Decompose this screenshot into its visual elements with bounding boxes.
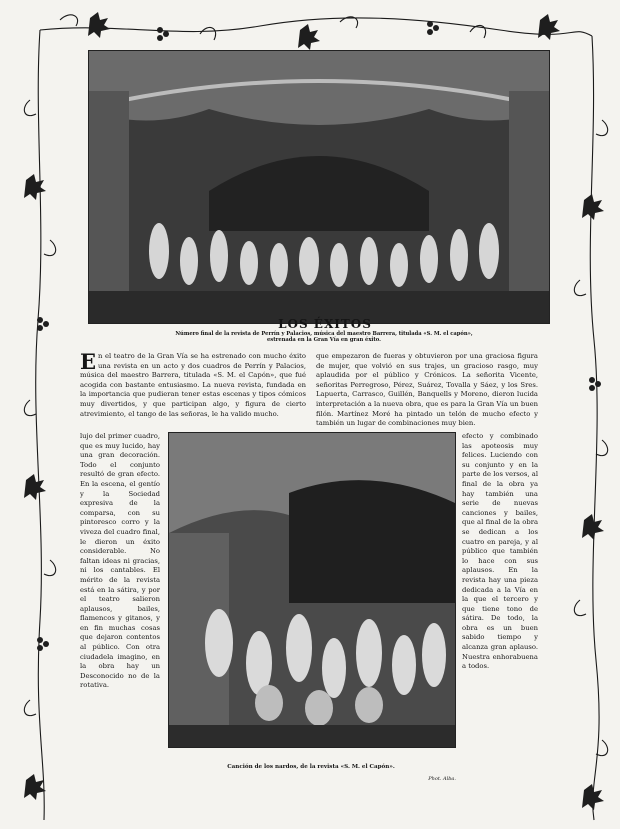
stage-photograph-nardos [168, 432, 456, 748]
article-paragraph: efecto y combinado las apoteosis muy felices. Luciendo con su conjunto y en la parte de los versos, al final de la obra ya hay también una serie de nuevas canciones y bailes, que al final de la obra se dedican a los cuatro en pareja, y al público que también lo hace con sus aplausos. En la revista hay una pieza dedicada a la Vía en la que el tercero y que tiene tono de sátira. De todo, la obra es un buen sabido tiempo y alcanza gran aplauso. Nuestra enhorabuena a todos. [462, 432, 538, 671]
article-paragraph: lujo del primer cuadro, que es muy lucido, hay una gran decoración. Todo el conjunto resultó de gran efecto. En la escena, el gentío y la Sociedad expresiva de la comparsa, con su pintoresco corro y la viveza del cuadro final, le dieron un éxito considerable. No faltan ideas ni gracias, ni los cantables. El mérito de la revista está en la sátira, y por el teatro salieron aplausos, bailes, flamencos y gitanos, y en fin muchas cosas que dejaron contentos al público. Con otra ciudadela imagino, en la obra hay un Desconocido no de la rotativa. [80, 432, 160, 690]
article-paragraph: que empezaron de fueras y obtuvieron por una graciosa figura de mujer, que volvió en sus trajes, un gracioso rasgo, muy aplaudida por el público y Crónicos. La señorita Vicente, señoritas Perregroso, Pérez, Suárez, Tovalla y Sáez, y los Sres. Lapuerta, Carrasco, Guillén, Banquells y Moreno, dieron lucida interpretación a la nueva obra, que es para la Gran Vía un buen filón. Martínez Moré ha pintado un telón de mucho efecto y también un lugar de combinaciones muy bien. [316, 352, 538, 428]
nardos-photo-image [169, 433, 455, 747]
drop-cap: E [80, 352, 97, 374]
article-column-right-top [316, 352, 538, 430]
middle-photo-caption: Canción de los nardos, de la revista «S. M. el Capón». [227, 764, 395, 770]
stage-photo-image [89, 51, 549, 323]
article-paragraph: n el teatro de la Gran Vía se ha estrenado con mucho éxito una revista en un acto y dos cuadros de Perrín y Palacios, música del maestro Barrera, titulada «S. M. el Capón», que fué acogida con bastante entusiasmo. La nueva revista, fundada en la importancia que pudieran tener estas escenas y tipos cómicos muy divertidos, y que participan algo, y figura de cierto atrevimiento, el tango de las señoras, le ha valido mucho. [80, 352, 306, 418]
article-headline: LOS ÉXITOS [278, 317, 372, 331]
top-photo-caption: Número final de la revista de Perrín y Palacios, música del maestro Barrera, titulada «S. M. el capón», estrenada en la Gran Vía en gran éxito. [175, 331, 473, 344]
photo-credit: Phot. Alba. [428, 776, 456, 782]
article-column-right-narrow [462, 432, 538, 762]
stage-photograph-finale [88, 50, 550, 324]
article-column-left-top [80, 352, 306, 430]
article-column-left-narrow [80, 432, 160, 758]
